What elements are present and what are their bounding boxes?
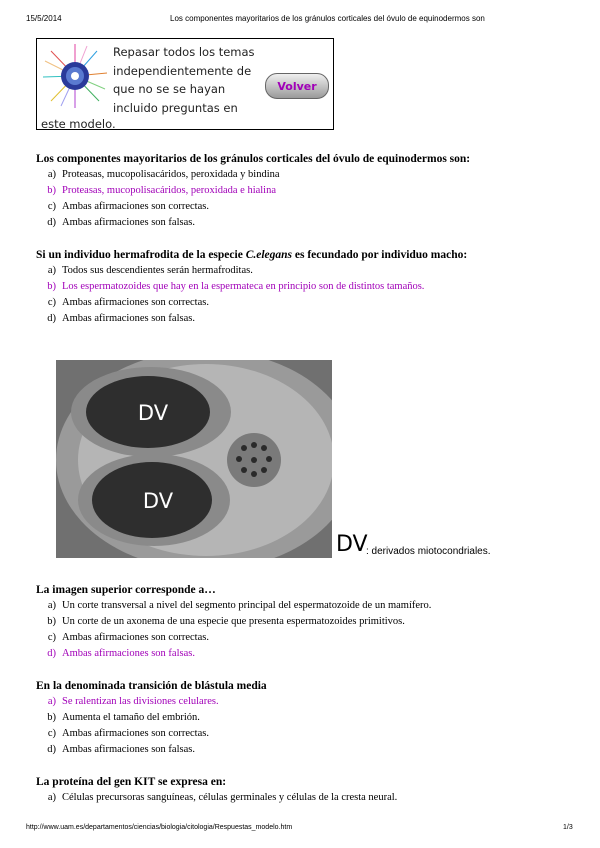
option-text: Proteasas, mucopolisacáridos, peroxidada e hialina [62, 185, 277, 196]
figure-label-bottom: DV [142, 489, 174, 513]
option-d[interactable] [36, 215, 576, 231]
option-b[interactable] [36, 710, 576, 726]
question-3 [36, 583, 576, 662]
option-letter: c) [47, 632, 56, 643]
print-title: Los componentes mayoritarios de los gránulos corticales del óvulo de equinodermos son [170, 14, 485, 23]
option-d[interactable] [36, 742, 576, 758]
option-a[interactable] [36, 694, 576, 710]
option-letter: a) [47, 169, 56, 180]
option-text: Ambas afirmaciones son falsas. [62, 648, 195, 659]
option-letter: c) [47, 297, 56, 308]
option-a[interactable] [36, 790, 576, 806]
option-letter: b) [47, 281, 56, 292]
question-title: En la denominada transición de blástula media [36, 680, 267, 692]
option-c[interactable] [36, 199, 576, 215]
question-1 [36, 152, 576, 231]
option-text: Ambas afirmaciones son falsas. [62, 313, 195, 324]
page-url: http://www.uam.es/departamentos/ciencias/biologia/citologia/Respuestas_modelo.htm [26, 824, 293, 831]
option-letter: b) [47, 185, 56, 196]
option-a[interactable] [36, 263, 576, 279]
option-d[interactable] [36, 646, 576, 662]
banner-text: Repasar todos los temas independientemente de que no se se hayan incluido preguntas en [113, 45, 255, 115]
option-text: Ambas afirmaciones son correctas. [62, 297, 209, 308]
option-b[interactable] [36, 614, 576, 630]
legend-abbreviation: DV [336, 532, 368, 557]
option-letter: b) [47, 712, 56, 723]
option-text: Proteasas, mucopolisacáridos, peroxidada y bindina [62, 169, 280, 180]
option-letter: b) [47, 616, 56, 627]
option-letter: c) [47, 201, 56, 212]
option-b[interactable] [36, 183, 576, 199]
option-d[interactable] [36, 311, 576, 327]
option-c[interactable] [36, 726, 576, 742]
print-date: 15/5/2014 [26, 14, 62, 23]
page-number: 1/3 [563, 824, 573, 831]
option-c[interactable] [36, 630, 576, 646]
legend-text: : derivados miotocondriales. [366, 546, 491, 557]
question-title: La proteína del gen KIT se expresa en: [36, 776, 227, 788]
option-letter: d) [47, 648, 56, 659]
option-letter: a) [47, 265, 56, 276]
question-title: Los componentes mayoritarios de los gránulos corticales del óvulo de equinodermos son: [36, 153, 471, 165]
question-5 [36, 775, 576, 806]
question-title [36, 248, 576, 263]
option-letter: c) [47, 728, 56, 739]
option-text: Se ralentizan las divisiones celulares. [62, 696, 219, 707]
volver-button[interactable]: Volver [265, 73, 329, 99]
option-letter: d) [47, 217, 56, 228]
option-text: Ambas afirmaciones son correctas. [62, 728, 209, 739]
logo-icon [41, 43, 109, 109]
species-name: C.elegans [245, 249, 293, 261]
option-letter: a) [47, 696, 56, 707]
option-a[interactable] [36, 167, 576, 183]
question-title: La imagen superior corresponde a… [36, 584, 216, 596]
option-b[interactable] [36, 279, 576, 295]
option-text: Aumenta el tamaño del embrión. [62, 712, 200, 723]
title-part: es fecundado por individuo macho: [292, 249, 468, 261]
option-letter: d) [47, 313, 56, 324]
figure-label-top: DV [137, 401, 169, 425]
option-letter: d) [47, 744, 56, 755]
option-text: Un corte de un axonema de una especie que presenta espermatozoides primitivos. [62, 616, 405, 627]
title-part: Si un individuo hermafrodita de la especie [36, 249, 246, 261]
banner-text-tail: este modelo. [41, 117, 116, 131]
option-letter: a) [47, 792, 56, 803]
option-text: Ambas afirmaciones son correctas. [62, 201, 209, 212]
option-text: Ambas afirmaciones son falsas. [62, 217, 195, 228]
question-2 [36, 248, 576, 327]
option-text: Un corte transversal a nivel del segmento principal del espermatozoide de un mamífero. [62, 600, 432, 611]
option-c[interactable] [36, 295, 576, 311]
option-text: Los espermatozoides que hay en la espermateca en principio son de distintos tamaños. [62, 281, 425, 292]
option-text: Ambas afirmaciones son correctas. [62, 632, 209, 643]
option-a[interactable] [36, 598, 576, 614]
option-text: Ambas afirmaciones son falsas. [62, 744, 195, 755]
micrograph-image [56, 360, 332, 558]
intro-banner [36, 38, 334, 130]
question-4 [36, 679, 576, 758]
option-text: Todos sus descendientes serán hermafroditas. [62, 265, 253, 276]
option-text: Células precursoras sanguíneas, células germinales y células de la cresta neural. [62, 792, 398, 803]
option-letter: a) [47, 600, 56, 611]
